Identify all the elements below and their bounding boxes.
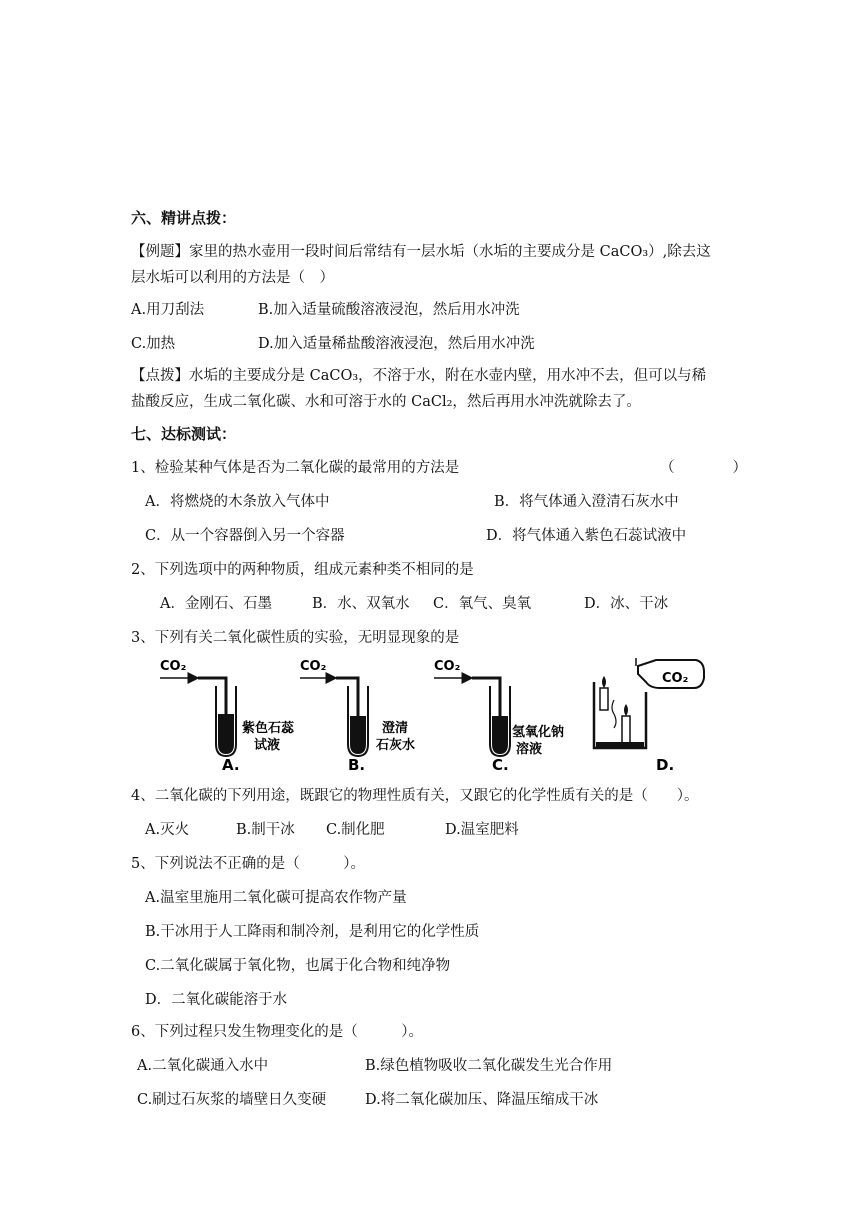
apparatus-b-label-1: 澄清 — [382, 721, 409, 736]
apparatus-d-letter: D. — [656, 756, 675, 772]
q5-stem: 5、下列说法不正确的是（ ）。 — [131, 856, 365, 872]
apparatus-c-label-2: 溶液 — [516, 742, 543, 757]
q1-option-b: B．将气体通入澄清石灰水中 — [494, 494, 679, 510]
q2-option-a: A．金刚石、石墨 — [160, 596, 272, 612]
example-option-d: D.加入适量稀盐酸溶液浸泡，然后用水冲洗 — [258, 336, 535, 352]
co2-label-a: CO₂ — [160, 659, 187, 674]
co2-experiment-figure — [160, 652, 720, 772]
apparatus-c-letter: C. — [492, 756, 509, 772]
q6-stem: 6、下列过程只发生物理变化的是（ ）。 — [131, 1024, 423, 1040]
q3-stem: 3、下列有关二氧化碳性质的实验，无明显现象的是 — [131, 630, 460, 646]
q2-option-d: D．冰、干冰 — [584, 596, 669, 612]
q2-option-b: B．水、双氧水 — [312, 596, 410, 612]
q1-option-c: C．从一个容器倒入另一个容器 — [145, 528, 345, 544]
apparatus-c — [434, 659, 564, 772]
q1-option-a: A．将燃烧的木条放入气体中 — [145, 494, 330, 510]
apparatus-b-label-2: 石灰水 — [376, 738, 416, 753]
apparatus-a-label-1: 紫色石蕊 — [242, 721, 295, 736]
co2-label-c: CO₂ — [434, 659, 461, 674]
example-line-1: 【例题】家里的热水壶用一段时间后常结有一层水垢（水垢的主要成分是 CaCO₃）,除去这 — [131, 244, 711, 260]
q1-answer-paren: （ ） — [660, 460, 747, 476]
co2-label-b: CO₂ — [300, 659, 327, 674]
q6-option-c: C.刷过石灰浆的墙壁日久变硬 — [137, 1092, 327, 1108]
apparatus-b-letter: B. — [348, 756, 366, 772]
section-six-title: 六、精讲点拨： — [131, 209, 237, 227]
q4-option-a: A.灭火 — [145, 822, 190, 838]
q5-option-d: D．二氧化碳能溶于水 — [145, 992, 288, 1008]
q1-option-d: D．将气体通入紫色石蕊试液中 — [486, 528, 687, 544]
co2-label-d: CO₂ — [662, 671, 689, 686]
example-option-c: C.加热 — [131, 336, 176, 352]
q5-option-b: B.干冰用于人工降雨和制冷剂，是利用它的化学性质 — [145, 924, 480, 940]
q4-stem: 4、二氧化碳的下列用途，既跟它的物理性质有关，又跟它的化学性质有关的是（ ）。 — [131, 788, 699, 804]
apparatus-b — [300, 659, 415, 772]
q1-stem: 1、检验某种气体是否为二氧化碳的最常用的方法是 — [131, 460, 460, 476]
example-option-b: B.加入适量硫酸溶液浸泡，然后用水冲洗 — [258, 302, 520, 318]
q4-option-b: B.制干冰 — [236, 822, 295, 838]
q4-option-d: D.温室肥料 — [445, 822, 519, 838]
example-line-2: 层水垢可以利用的方法是（ ） — [131, 270, 334, 286]
apparatus-d — [594, 658, 704, 772]
tip-line-1: 【点拨】水垢的主要成分是 CaCO₃，不溶于水，附在水壶内壁，用水冲不去，但可以与稀 — [131, 368, 707, 384]
q5-option-a: A.温室里施用二氧化碳可提高农作物产量 — [145, 890, 407, 906]
tip-line-2: 盐酸反应，生成二氧化碳、水和可溶于水的 CaCl₂，然后再用水冲洗就除去了。 — [131, 394, 641, 410]
q6-option-b: B.绿色植物吸收二氧化碳发生光合作用 — [365, 1058, 613, 1074]
q4-option-c: C.制化肥 — [326, 822, 385, 838]
apparatus-a-label-2: 试液 — [254, 738, 281, 753]
section-seven-title: 七、达标测试： — [131, 425, 237, 443]
q6-option-a: A.二氧化碳通入水中 — [137, 1058, 269, 1074]
q2-option-c: C．氧气、臭氧 — [433, 596, 532, 612]
q2-stem: 2、下列选项中的两种物质，组成元素种类不相同的是 — [131, 562, 474, 578]
apparatus-a — [160, 659, 295, 772]
example-option-a: A.用刀刮法 — [131, 302, 205, 318]
apparatus-a-letter: A. — [222, 756, 240, 772]
q6-option-d: D.将二氧化碳加压、降温压缩成干冰 — [365, 1092, 599, 1108]
apparatus-c-label-1: 氢氧化钠 — [512, 725, 565, 740]
q5-option-c: C.二氧化碳属于氧化物，也属于化合物和纯净物 — [145, 958, 451, 974]
